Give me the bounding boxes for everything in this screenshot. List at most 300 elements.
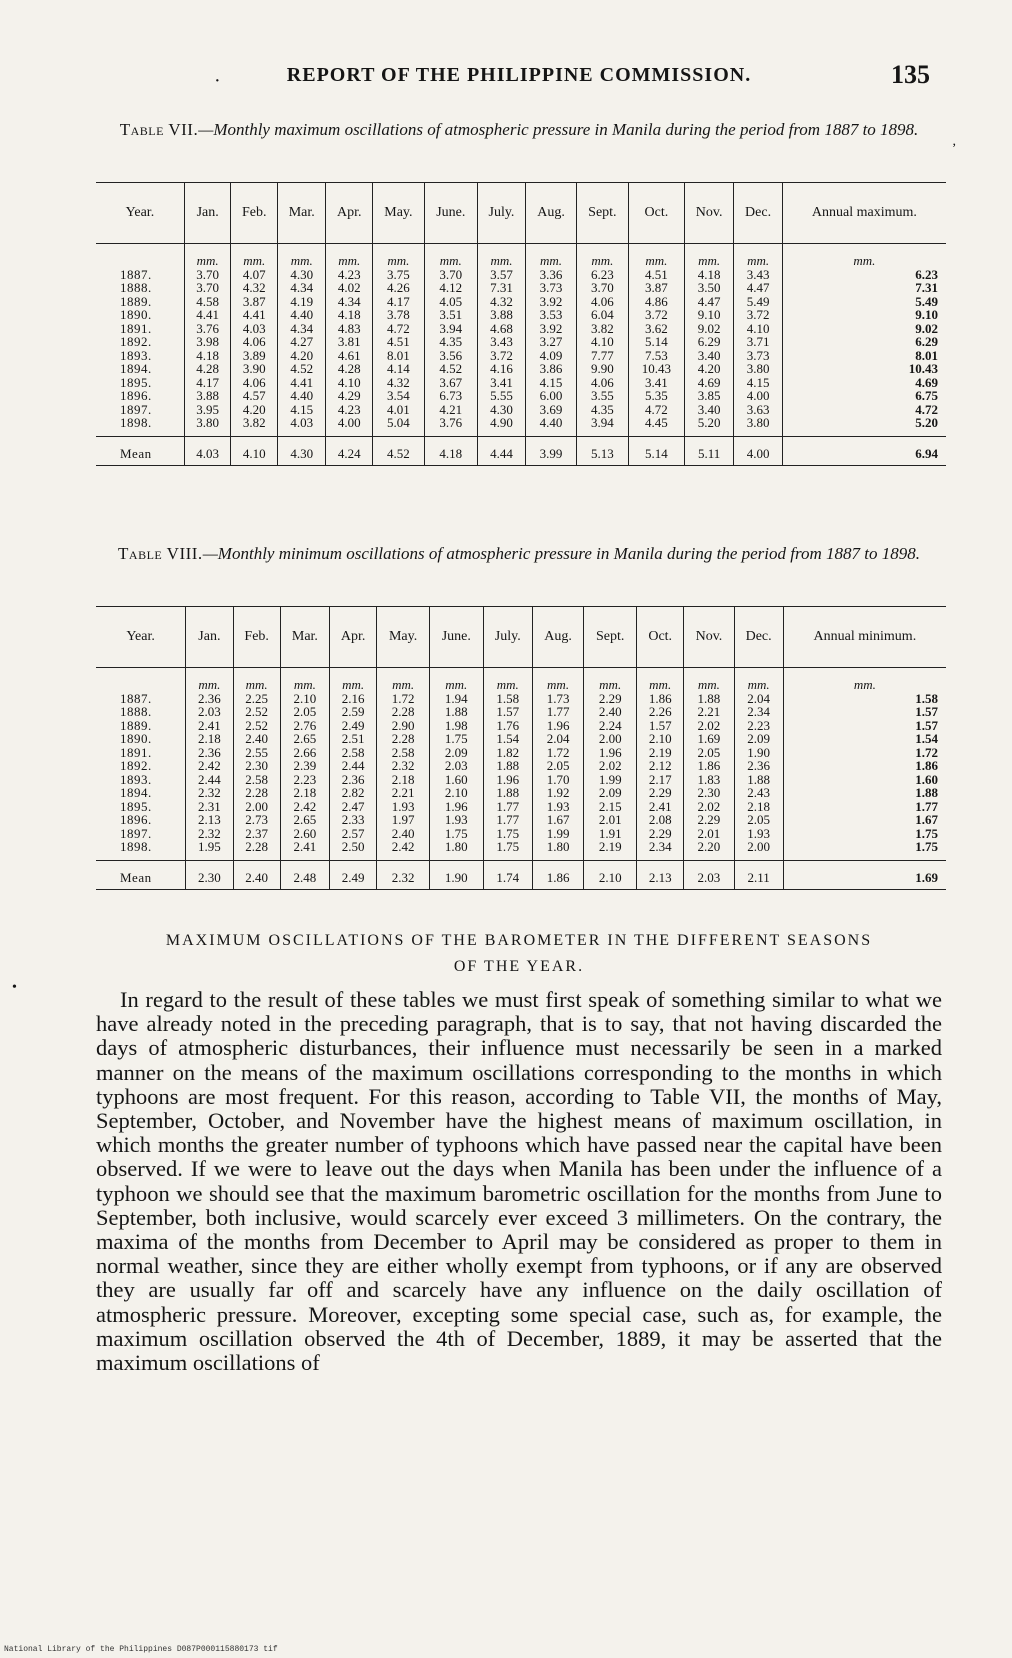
table8-year-cell: 1888. (120, 704, 152, 719)
table7-value-cell: 4.72 (373, 322, 425, 336)
table7-col-header: Oct. (628, 183, 684, 244)
table7-value-cell: 7.31 (782, 281, 946, 295)
table8-row (96, 746, 946, 760)
table7-value-cell: 6.29 (782, 335, 946, 349)
table7-value-cell: 4.12 (424, 281, 477, 295)
table7-value-cell: 9.90 (576, 362, 628, 376)
table8-col-header: July. (483, 607, 532, 668)
table7-unit-row (96, 244, 946, 268)
table8-value-cell: 2.00 (584, 732, 637, 746)
table8-unit-cell: mm. (233, 668, 280, 692)
table7-value-cell: 3.41 (477, 376, 525, 390)
table7-mean-cell: 5.13 (576, 436, 628, 465)
table7-unit-cell: mm. (184, 244, 231, 268)
table8-unit-cell: mm. (637, 668, 684, 692)
table7-mean-cell: 4.52 (373, 436, 425, 465)
table7-value-cell: 4.41 (231, 308, 278, 322)
table8-value-cell: 1.72 (783, 746, 946, 760)
table7-value-cell: 4.34 (278, 322, 326, 336)
table8-value-cell: 1.57 (483, 705, 532, 719)
table8-row (96, 719, 946, 733)
table8-value-cell: 1.80 (532, 840, 584, 860)
table7-value-cell: 3.72 (734, 308, 782, 322)
table8-value-cell: 2.40 (233, 732, 280, 746)
table7-value-cell: 4.20 (278, 349, 326, 363)
table7-value-cell: 7.31 (477, 281, 525, 295)
section-heading-line2: OF THE YEAR. (453, 958, 585, 975)
table8-value-cell: 1.67 (532, 813, 584, 827)
table7-value-cell: 4.18 (326, 308, 373, 322)
table7-col-header: Annual maximum. (782, 183, 946, 244)
table8-value-cell: 2.09 (429, 746, 483, 760)
table7-value-cell: 10.43 (628, 362, 684, 376)
table8-value-cell: 2.03 (186, 705, 233, 719)
table8-value-cell: 2.34 (637, 840, 684, 860)
table8-value-cell: 1.75 (483, 827, 532, 841)
table7-value-cell: 4.90 (477, 416, 525, 436)
table7-value-cell: 4.34 (278, 281, 326, 295)
table7-year-cell: 1893. (120, 347, 152, 363)
table7-value-cell: 5.04 (373, 416, 425, 436)
table7-value-cell: 3.78 (373, 308, 425, 322)
table7-value-cell: 3.50 (684, 281, 733, 295)
table8-value-cell: 1.75 (429, 732, 483, 746)
table7-value-cell: 4.30 (278, 268, 326, 282)
table7-value-cell: 4.41 (184, 308, 231, 322)
table8-value-cell: 1.57 (783, 719, 946, 733)
table8-value-cell: 2.41 (637, 800, 684, 814)
table8-value-cell: 1.86 (637, 692, 684, 706)
table8-value-cell: 2.34 (734, 705, 783, 719)
table8-col-header: Dec. (734, 607, 783, 668)
table7-value-cell: 4.29 (326, 389, 373, 403)
table7-value-cell: 4.01 (373, 403, 425, 417)
table8-mean-cell: 2.11 (734, 860, 783, 889)
table8-value-cell: 1.88 (483, 759, 532, 773)
table7-value-cell: 4.52 (424, 362, 477, 376)
table7-col-header: Nov. (684, 183, 733, 244)
table8-row (96, 692, 946, 706)
table7-value-cell: 4.40 (526, 416, 577, 436)
table7-value-cell: 5.49 (782, 295, 946, 309)
table7-value-cell: 5.20 (684, 416, 733, 436)
table7-value-cell: 3.40 (684, 403, 733, 417)
table7-unit-cell: mm. (231, 244, 278, 268)
table7-value-cell: 4.47 (734, 281, 782, 295)
header-dot: · (214, 70, 221, 92)
table8-value-cell: 2.44 (330, 759, 377, 773)
table8-year-cell: 1896. (120, 812, 152, 827)
table8-mean-cell: 2.48 (280, 860, 329, 889)
table7-value-cell: 4.51 (628, 268, 684, 282)
table8-unit-spacer (96, 668, 186, 692)
table7-value-cell: 4.69 (782, 376, 946, 390)
table7-value-cell: 9.10 (684, 308, 733, 322)
table7-value-cell: 4.17 (184, 376, 231, 390)
table7-value-cell: 6.04 (576, 308, 628, 322)
table7-value-cell: 4.32 (231, 281, 278, 295)
table7-row (96, 308, 946, 322)
table8-value-cell: 2.52 (233, 705, 280, 719)
table7-value-cell: 4.06 (231, 335, 278, 349)
table8-value-cell: 1.77 (483, 800, 532, 814)
table8-value-cell: 2.32 (186, 786, 233, 800)
table8-value-cell: 2.42 (186, 759, 233, 773)
table7-value-cell: 4.34 (326, 295, 373, 309)
table7-value-cell: 3.43 (734, 268, 782, 282)
table7-value-cell: 3.41 (628, 376, 684, 390)
table7-value-cell: 3.53 (526, 308, 577, 322)
table7-row (96, 335, 946, 349)
table7-row (96, 376, 946, 390)
table7-col-header: Sept. (576, 183, 628, 244)
table8 (96, 606, 946, 890)
table8-header-row (96, 607, 946, 668)
table8-mean-cell: 2.10 (584, 860, 637, 889)
table8-value-cell: 2.20 (684, 840, 734, 860)
table8-value-cell: 2.05 (532, 759, 584, 773)
table7-value-cell: 4.27 (278, 335, 326, 349)
table7-value-cell: 3.71 (734, 335, 782, 349)
table8-col-header: Jan. (186, 607, 233, 668)
table8-row (96, 813, 946, 827)
table8-row (96, 827, 946, 841)
table8-value-cell: 1.99 (584, 773, 637, 787)
table8-value-cell: 2.76 (280, 719, 329, 733)
table8-value-cell: 2.29 (637, 786, 684, 800)
table7-value-cell: 3.67 (424, 376, 477, 390)
table7-value-cell: 4.52 (278, 362, 326, 376)
table7-row (96, 349, 946, 363)
table7-value-cell: 3.75 (373, 268, 425, 282)
table7-mean-cell: 4.03 (184, 436, 231, 465)
table8-row (96, 786, 946, 800)
table7-value-cell: 6.00 (526, 389, 577, 403)
table8-value-cell: 1.91 (584, 827, 637, 841)
table7-value-cell: 4.06 (576, 376, 628, 390)
table7-value-cell: 7.53 (628, 349, 684, 363)
table8-value-cell: 2.55 (233, 746, 280, 760)
table8-mean-label: Mean (96, 860, 186, 889)
table7-value-cell: 4.23 (326, 268, 373, 282)
table8-mean-cell: 1.69 (783, 860, 946, 889)
table8-value-cell: 1.83 (684, 773, 734, 787)
table7-header-row (96, 183, 946, 244)
table7-value-cell: 3.70 (424, 268, 477, 282)
table7-value-cell: 4.00 (326, 416, 373, 436)
table7-mean-label: Mean (96, 436, 184, 465)
table7-value-cell: 3.90 (231, 362, 278, 376)
page-number: 135 (891, 60, 930, 89)
table8-col-header: May. (377, 607, 430, 668)
table8-value-cell: 1.77 (783, 800, 946, 814)
table8-value-cell: 2.25 (233, 692, 280, 706)
table7-row (96, 362, 946, 376)
table8-value-cell: 1.72 (532, 746, 584, 760)
table8-value-cell: 2.19 (584, 840, 637, 860)
table8-value-cell: 1.75 (783, 827, 946, 841)
table7-unit-cell: mm. (373, 244, 425, 268)
table8-row (96, 800, 946, 814)
table7-value-cell: 4.15 (278, 403, 326, 417)
table8-value-cell: 2.28 (233, 840, 280, 860)
table7-value-cell: 8.01 (373, 349, 425, 363)
table8-value-cell: 2.01 (584, 813, 637, 827)
table8-value-cell: 1.90 (734, 746, 783, 760)
table8-value-cell: 2.02 (584, 759, 637, 773)
table8-unit-cell: mm. (377, 668, 430, 692)
table7-value-cell: 4.18 (684, 268, 733, 282)
table7-unit-cell: mm. (782, 244, 946, 268)
table7-value-cell: 3.69 (526, 403, 577, 417)
table7-mean-cell: 4.00 (734, 436, 782, 465)
table7-value-cell: 9.10 (782, 308, 946, 322)
table8-value-cell: 2.82 (330, 786, 377, 800)
table8-value-cell: 1.92 (532, 786, 584, 800)
table7-value-cell: 4.41 (278, 376, 326, 390)
table8-year-cell: 1889. (120, 717, 152, 733)
table7-col-header: July. (477, 183, 525, 244)
table8-value-cell: 2.29 (684, 813, 734, 827)
table8-value-cell: 2.58 (330, 746, 377, 760)
table7-value-cell: 4.15 (734, 376, 782, 390)
table7-value-cell: 3.40 (684, 349, 733, 363)
table7-value-cell: 3.76 (424, 416, 477, 436)
table8-value-cell: 1.54 (483, 732, 532, 746)
table8-value-cell: 2.65 (280, 813, 329, 827)
table7-value-cell: 3.87 (628, 281, 684, 295)
table8-value-cell: 1.82 (483, 746, 532, 760)
table8-value-cell: 2.65 (280, 732, 329, 746)
table8-mean-cell: 2.03 (684, 860, 734, 889)
table7-col-header: Aug. (526, 183, 577, 244)
table7-value-cell: 6.75 (782, 389, 946, 403)
table8-value-cell: 2.31 (186, 800, 233, 814)
table8-col-header: June. (429, 607, 483, 668)
table7-unit-cell: mm. (628, 244, 684, 268)
table7-value-cell: 4.20 (684, 362, 733, 376)
table8-value-cell: 1.75 (429, 827, 483, 841)
table7-mean-cell: 3.99 (526, 436, 577, 465)
table7-title: —Monthly maximum oscillations of atmospheric pressure in Manila during the period from 1887 to 1898. (198, 120, 919, 139)
table8-value-cell: 1.93 (532, 800, 584, 814)
table8-value-cell: 2.02 (684, 800, 734, 814)
table8-value-cell: 2.05 (684, 746, 734, 760)
table8-value-cell: 2.13 (186, 813, 233, 827)
table7-value-cell: 3.51 (424, 308, 477, 322)
table7-col-header: Mar. (278, 183, 326, 244)
table7-col-header: Feb. (231, 183, 278, 244)
table8-value-cell: 2.39 (280, 759, 329, 773)
table7-value-cell: 4.40 (278, 308, 326, 322)
table8-value-cell: 2.05 (734, 813, 783, 827)
table7-value-cell: 3.89 (231, 349, 278, 363)
margin-speck: • (12, 980, 17, 995)
table7-value-cell: 3.73 (526, 281, 577, 295)
table8-value-cell: 1.70 (532, 773, 584, 787)
table7-value-cell: 4.20 (231, 403, 278, 417)
table7-value-cell: 6.29 (684, 335, 733, 349)
table8-value-cell: 1.60 (429, 773, 483, 787)
table7-value-cell: 4.10 (734, 322, 782, 336)
table7-row (96, 416, 946, 436)
table7-value-cell: 4.17 (373, 295, 425, 309)
table7-year-cell: 1896. (120, 388, 152, 403)
table8-value-cell: 2.23 (734, 719, 783, 733)
table8-year-cell: 1887. (120, 690, 152, 706)
table8-value-cell: 1.67 (783, 813, 946, 827)
table7-value-cell: 3.70 (576, 281, 628, 295)
table8-value-cell: 2.10 (637, 732, 684, 746)
table7-year-cell: 1897. (120, 401, 152, 417)
table8-row (96, 773, 946, 787)
table7-value-cell: 3.72 (628, 308, 684, 322)
table8-unit-cell: mm. (532, 668, 584, 692)
table8-value-cell: 1.93 (429, 813, 483, 827)
table7-mean-cell: 6.94 (782, 436, 946, 465)
table8-value-cell: 1.88 (734, 773, 783, 787)
table7-value-cell: 4.35 (424, 335, 477, 349)
table7-value-cell: 3.80 (734, 416, 782, 436)
table7-value-cell: 4.28 (184, 362, 231, 376)
table8-unit-cell: mm. (483, 668, 532, 692)
table8-value-cell: 2.41 (280, 840, 329, 860)
running-title: REPORT OF THE PHILIPPINE COMMISSION. (286, 64, 752, 86)
table8-value-cell: 1.86 (783, 759, 946, 773)
table7 (96, 182, 946, 466)
table8-value-cell: 1.96 (429, 800, 483, 814)
table7-value-cell: 4.10 (576, 335, 628, 349)
table8-year-cell: 1893. (120, 771, 152, 787)
table7-col-header: May. (373, 183, 425, 244)
table7-mean-cell: 4.18 (424, 436, 477, 465)
table8-value-cell: 1.86 (684, 759, 734, 773)
table7-value-cell: 4.03 (278, 416, 326, 436)
table8-unit-cell: mm. (684, 668, 734, 692)
table8-value-cell: 2.16 (330, 692, 377, 706)
table8-mean-cell: 2.49 (330, 860, 377, 889)
table7-value-cell: 4.26 (373, 281, 425, 295)
table7-value-cell: 4.16 (477, 362, 525, 376)
table8-value-cell: 1.96 (532, 719, 584, 733)
table7-row (96, 281, 946, 295)
table8-value-cell: 1.57 (637, 719, 684, 733)
table7-value-cell: 7.77 (576, 349, 628, 363)
table8-value-cell: 1.57 (783, 705, 946, 719)
table7-value-cell: 4.06 (231, 376, 278, 390)
table8-value-cell: 2.09 (734, 732, 783, 746)
table7-value-cell: 4.40 (278, 389, 326, 403)
body-paragraph: In regard to the result of these tables we must first speak of something similar to what we have already noted in the preceding paragraph, that is to say, that not having discarded the days of atmospheric disturbances, their influence must necessarily be seen in a marked manner on the means of the maximum oscillations corresponding to the months in which typhoons are most frequent. For this reason, according to Table VII, the months of May, September, October, and November have the highest means of maximum oscillation, in which months the greater number of typhoons which have passed near the capital have been observed. If we were to leave out the days when Manila has been under the influence of a typhoon we should see that the maximum barometric oscillation for the months from June to September, both inclusive, would scarcely ever exceed 3 millimeters. On the contrary, the maxima of the months from December to April may be considered as proper to them in normal weather, since they are either wholly exempt from typhoons, or if any are observed they are usually far off and scarcely have any influence on the daily oscillation of atmospheric pressure. Moreover, excepting some special case, such as, for example, the maximum oscillation observed the 4th of December, 1889, it may be asserted that the maximum oscillations of (96, 987, 942, 1376)
table7-value-cell: 4.02 (326, 281, 373, 295)
table7-value-cell: 6.23 (782, 268, 946, 282)
table8-value-cell: 2.18 (280, 786, 329, 800)
table8-value-cell: 2.40 (584, 705, 637, 719)
table7-year-cell: 1895. (120, 374, 152, 390)
table8-year-cell: 1892. (120, 758, 152, 773)
table8-col-header: Oct. (637, 607, 684, 668)
table7-value-cell: 3.92 (526, 322, 577, 336)
section-heading (96, 928, 942, 980)
table8-year-cell: 1895. (120, 798, 152, 814)
table8-value-cell: 1.88 (783, 786, 946, 800)
table8-value-cell: 2.28 (377, 732, 430, 746)
table8-value-cell: 2.19 (637, 746, 684, 760)
table8-unit-cell: mm. (186, 668, 233, 692)
table7-value-cell: 4.21 (424, 403, 477, 417)
table8-value-cell: 2.59 (330, 705, 377, 719)
table8-unit-cell: mm. (783, 668, 946, 692)
table7-value-cell: 3.87 (231, 295, 278, 309)
table8-mean-cell: 1.74 (483, 860, 532, 889)
table8-value-cell: 1.76 (483, 719, 532, 733)
table8-value-cell: 2.21 (377, 786, 430, 800)
table7-col-header: Year. (96, 183, 184, 244)
table7-value-cell: 4.18 (184, 349, 231, 363)
table7-value-cell: 5.49 (734, 295, 782, 309)
table7-col-header: Jan. (184, 183, 231, 244)
table7-value-cell: 4.72 (782, 403, 946, 417)
table7-value-cell: 4.06 (576, 295, 628, 309)
table7-value-cell: 3.27 (526, 335, 577, 349)
table7-value-cell: 4.07 (231, 268, 278, 282)
table8-value-cell: 2.28 (377, 705, 430, 719)
table8-value-cell: 2.36 (186, 692, 233, 706)
table7-row (96, 389, 946, 403)
table7-unit-cell: mm. (424, 244, 477, 268)
table8-year-cell: 1891. (120, 744, 152, 760)
table8-unit-cell: mm. (734, 668, 783, 692)
table8-value-cell: 2.49 (330, 719, 377, 733)
table8-value-cell: 2.24 (584, 719, 637, 733)
table8-value-cell: 2.29 (637, 827, 684, 841)
table8-mean-cell: 2.40 (233, 860, 280, 889)
table8-value-cell: 1.58 (783, 692, 946, 706)
table8-col-header: Apr. (330, 607, 377, 668)
table8-col-header: Mar. (280, 607, 329, 668)
table8-col-header: Aug. (532, 607, 584, 668)
table7-value-cell: 3.98 (184, 335, 231, 349)
table7-value-cell: 3.94 (576, 416, 628, 436)
table7-year-cell: 1887. (120, 266, 152, 282)
table7-value-cell: 4.10 (326, 376, 373, 390)
table8-value-cell: 2.04 (532, 732, 584, 746)
table8-value-cell: 2.41 (186, 719, 233, 733)
table7-value-cell: 3.54 (373, 389, 425, 403)
table7-unit-cell: mm. (278, 244, 326, 268)
table8-value-cell: 2.30 (233, 759, 280, 773)
table8-row (96, 759, 946, 773)
table7-value-cell: 4.00 (734, 389, 782, 403)
table7-value-cell: 4.58 (184, 295, 231, 309)
table7-value-cell: 4.28 (326, 362, 373, 376)
margin-mark: , (952, 134, 956, 149)
table7-value-cell: 4.19 (278, 295, 326, 309)
table7-value-cell: 3.81 (326, 335, 373, 349)
table8-col-header: Nov. (684, 607, 734, 668)
table8-value-cell: 2.10 (429, 786, 483, 800)
page-header (96, 60, 942, 94)
table7-unit-cell: mm. (326, 244, 373, 268)
table7-row (96, 322, 946, 336)
table7-value-cell: 3.62 (628, 322, 684, 336)
table8-value-cell: 2.21 (684, 705, 734, 719)
table7-year-cell: 1891. (120, 320, 152, 336)
table7-value-cell: 4.32 (477, 295, 525, 309)
table8-year-cell: 1894. (120, 785, 152, 800)
table8-year-cell: 1890. (120, 731, 152, 746)
table8-col-header: Feb. (233, 607, 280, 668)
